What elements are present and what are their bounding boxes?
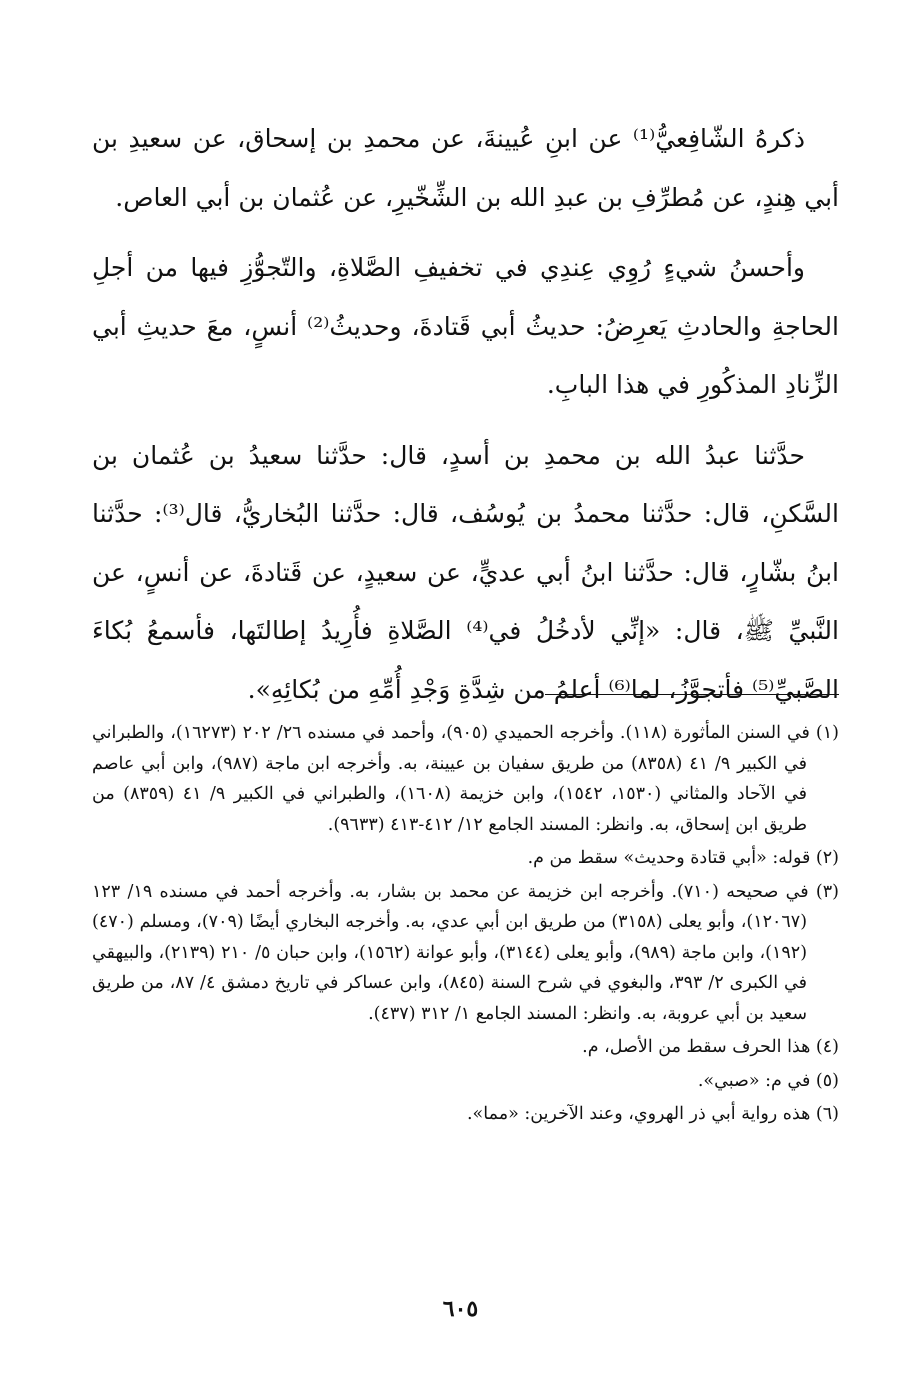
footnotes [92,718,839,1130]
body-paragraph-3: حدَّثنا عبدُ الله بن محمدِ بن أسدٍ، قال: حدَّثنا سعيدُ بن عُثمان بن السَّكنِ، قال: حدَّثنا محمدُ بن يُوسُف، قال: حدَّثنا البُخاريُّ، قال⁽³⁾: حدَّثنا ابنُ بشّارٍ، قال: حدَّثنا ابنُ أبي عديٍّ، عن سعيدٍ، عن قَتادةَ، عن أنسٍ، عن النَّبيِّ ﷺ، قال: «إنِّي لأدخُلُ في⁽⁴⁾ الصَّلاةِ فأُرِيدُ إطالتَها، فأسمعُ بُكاءَ الصَّبيِّ⁽⁵⁾ فأتجوَّزُ، لما⁽⁶⁾ أعلمُ من شِدَّةِ وَجْدِ أُمِّهِ من بُكائِهِ». [92,440,839,704]
footnote-6: (٦) هذه رواية أبي ذر الهروي، وعند الآخرين: «مما». [466,1104,839,1124]
body-paragraph-2: وأحسنُ شيءٍ رُوِي عِندِي في تخفيفِ الصَّلاةِ، والتّجوُّزِ فيها من أجلِ الحاجةِ والحادثِ يَعرِضُ: حديثُ أبي قَتادةَ، وحديثُ⁽²⁾ أنسٍ، معَ حديثِ أبي الزِّنادِ المذكُورِ في هذا البابِ. [92,253,839,399]
main-text [92,110,839,731]
footnote-3: (٣) في صحيحه (٧١٠). وأخرجه ابن خزيمة عن محمد بن بشار، به. وأخرجه أحمد في مسنده ١٩/ ١٢٣ (١٢٠٦٧)، وأبو يعلى (٣١٥٨) من طريق ابن أبي عدي، به. وأخرجه البخاري أيضًا (٧٠٩)، ومسلم (٤٧٠) (١٩٢)، وابن ماجة (٩٨٩)، وأبو يعلى (٣١٤٤)، وأبو عوانة (١٥٦٢)، وابن حبان ٥/ ٢١٠ (٢١٣٩)، والبيهقي في الكبرى ٢/ ٣٩٣، والبغوي في شرح السنة (٨٤٥)، وابن عساكر في تاريخ دمشق ٤/ ٨٧، من طريق سعيد بن أبي عروبة، به. وانظر: المسند الجامع ١/ ٣١٢ (٤٣٧). [92,881,839,1024]
footnote-4: (٤) هذا الحرف سقط من الأصل، م. [582,1037,839,1057]
body-paragraph-1: ذكرهُ الشّافِعيُّ⁽¹⁾ عن ابنِ عُيينةَ، عن محمدِ بن إسحاق، عن سعيدِ بن أبي هِندٍ، عن مُطرِّفِ بن عبدِ الله بن الشِّخّيرِ، عن عُثمان بن أبي العاص. [92,124,839,212]
footnote-2: (٢) قوله: «أبي قتادة وحديث» سقط من م. [527,848,839,868]
page-number: ٦٠٥ [442,1296,479,1322]
footnote-1: (١) في السنن المأثورة (١١٨). وأخرجه الحميدي (٩٠٥)، وأحمد في مسنده ٢٦/ ٢٠٢ (١٦٢٧٣)، والطبراني في الكبير ٩/ ٤١ (٨٣٥٨) من طريق سفيان بن عيينة، به. وأخرجه ابن ماجة (٩٨٧)، وابن أبي عاصم في الآحاد والمثاني (١٥٣٠، ١٥٤٢)، وابن خزيمة (١٦٠٨)، والطبراني في الكبير ٩/ ٤١ (٨٣٥٩) من طريق ابن إسحاق، به. وانظر: المسند الجامع ١٢/ ٤١٢-٤١٣ (٩٦٣٣). [92,723,839,835]
footnote-separator [545,694,839,695]
footnote-5: (٥) في م: «صبي». [697,1070,839,1091]
